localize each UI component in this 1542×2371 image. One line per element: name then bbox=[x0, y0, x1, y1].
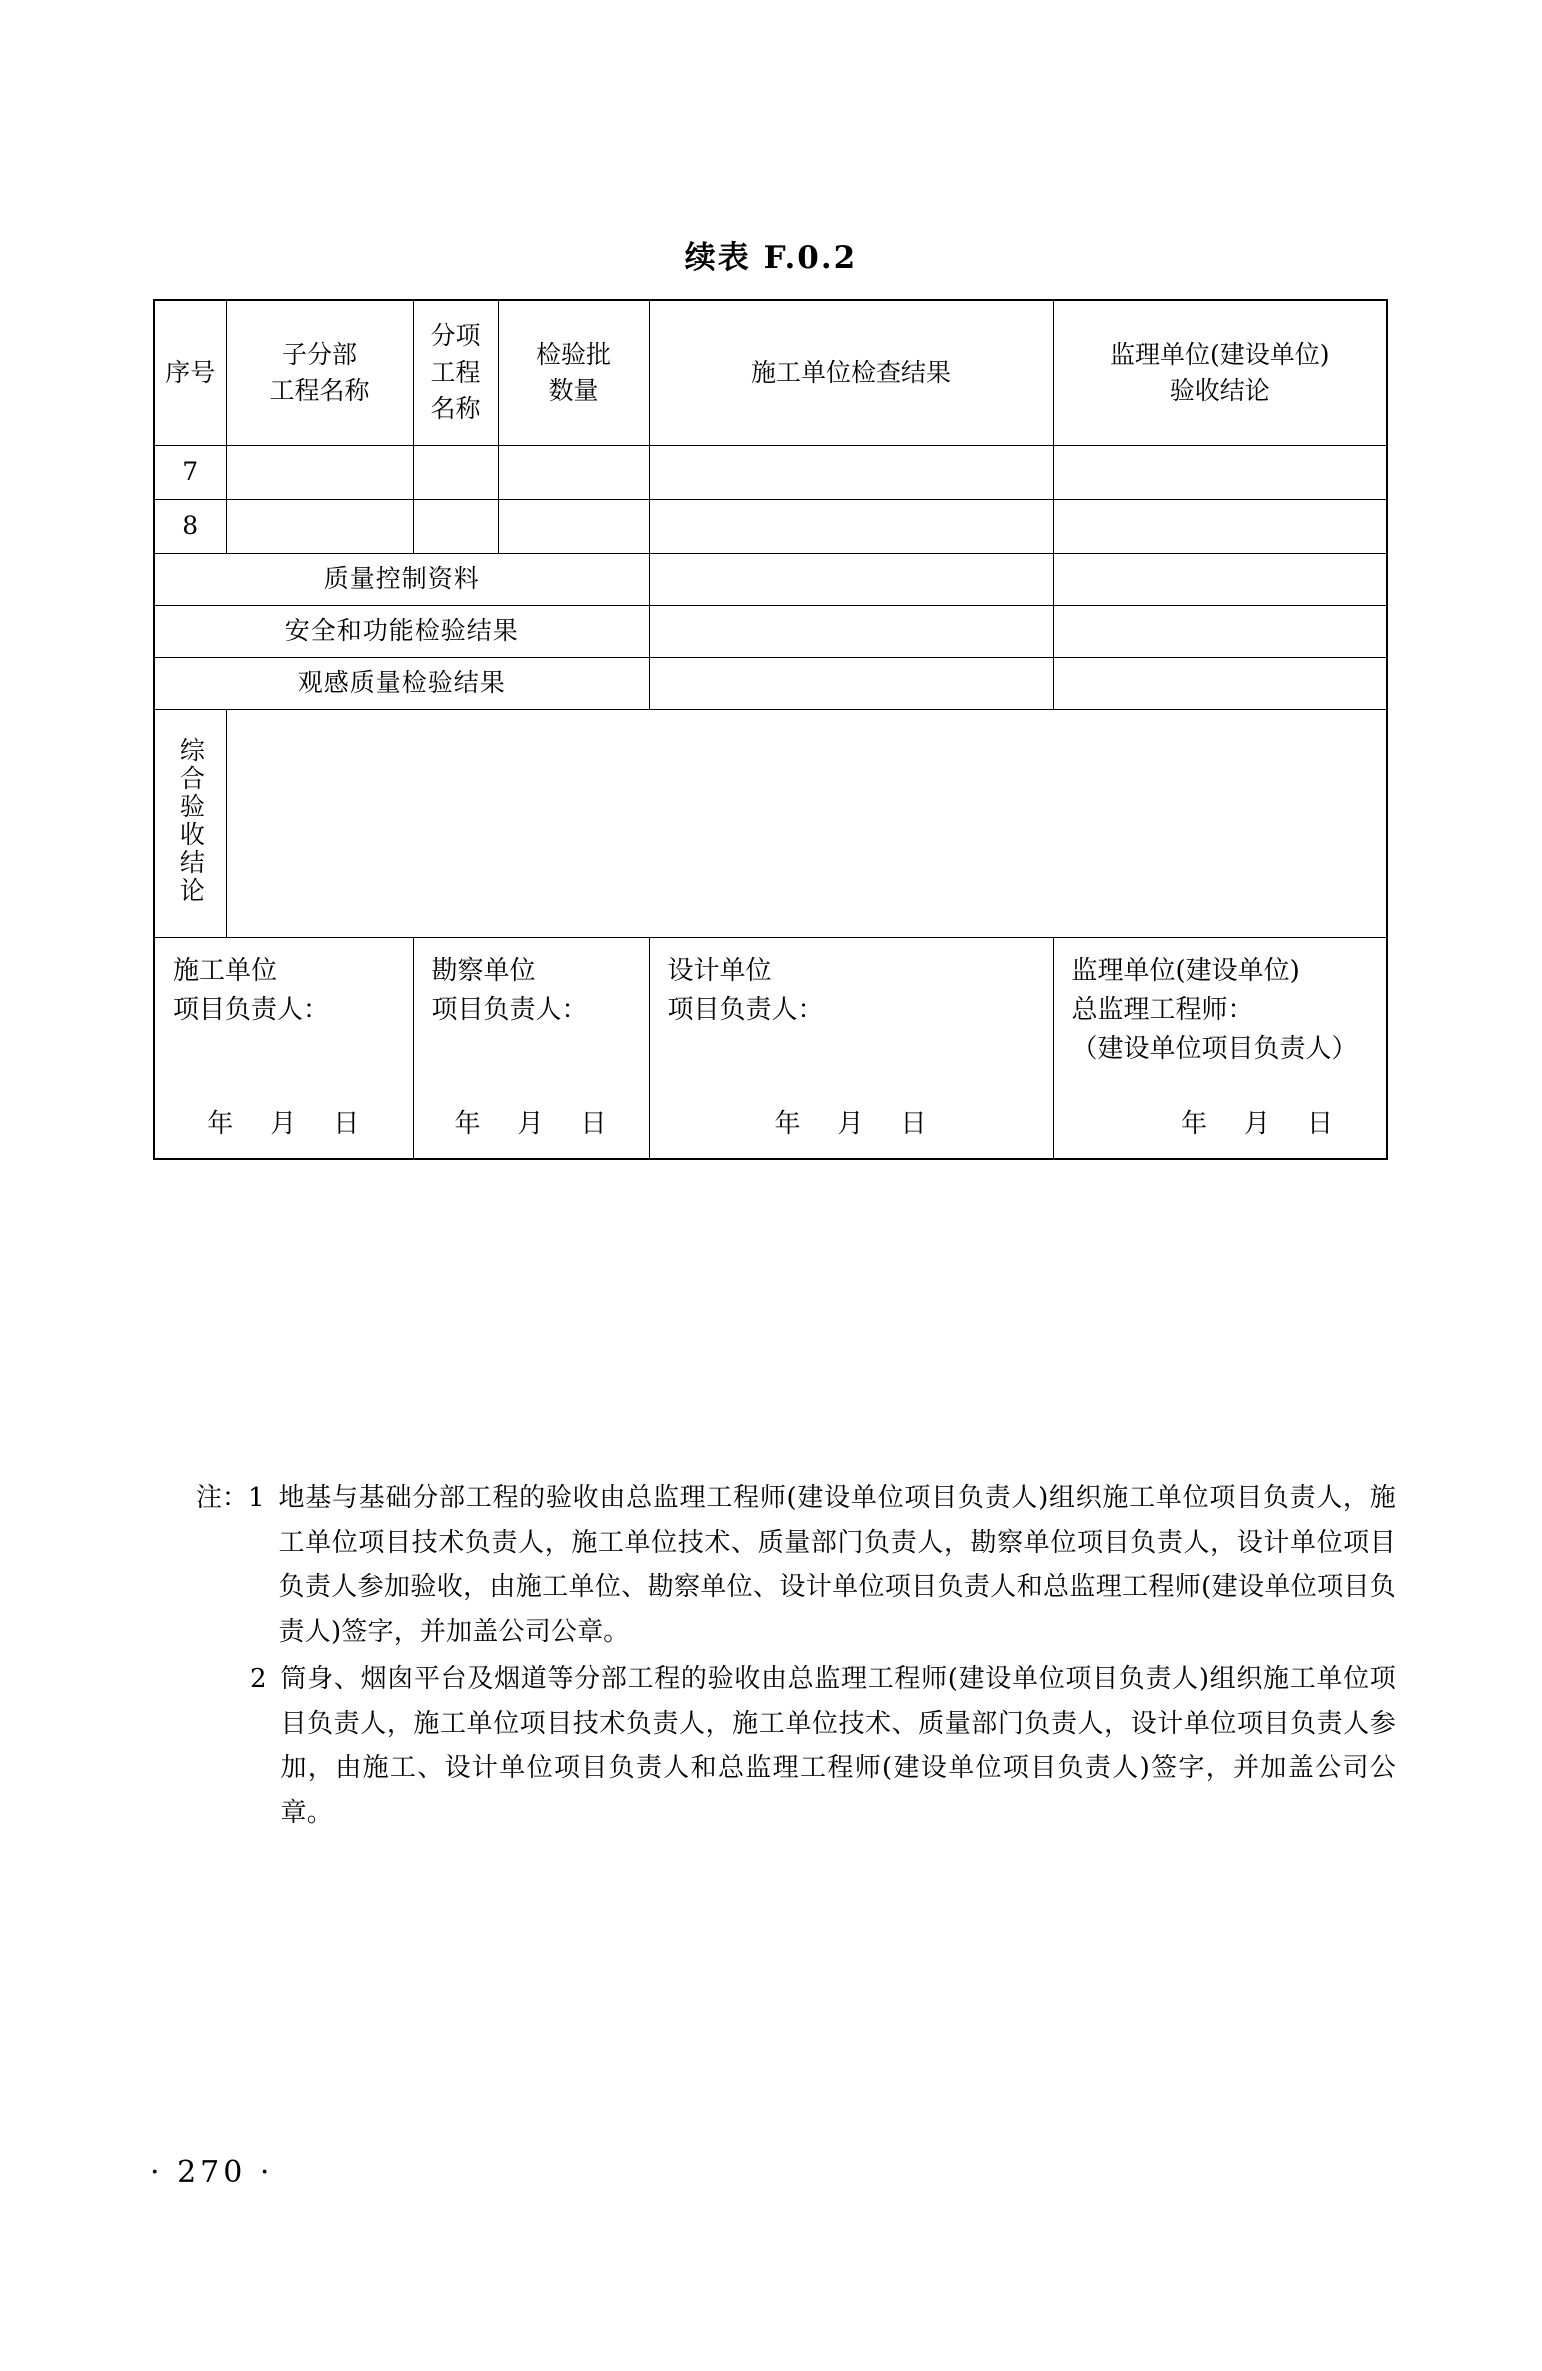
signature-unit: 设计单位 bbox=[667, 955, 772, 986]
note-text: 筒身、烟囱平台及烟道等分部工程的验收由总监理工程师(建设单位项目负责人)组织施工单位项目负责人，施工单位项目技术负责人，施工单位技术、质量部门负责人，设计单位项目负责人参加，由施工、设计单位项目负责人和总监理工程师(建设单位项目负责人)签字，并加盖公司公章。 bbox=[280, 1663, 1396, 1829]
header-item-line2: 工程 bbox=[430, 357, 481, 387]
header-batch-line1: 检验批 bbox=[535, 339, 611, 369]
row-item[interactable] bbox=[413, 499, 498, 553]
date-year: 年 bbox=[1180, 1109, 1208, 1140]
signature-block-survey bbox=[413, 937, 649, 1159]
header-batch-line2: 数量 bbox=[548, 375, 599, 405]
header-supervision-line2: 验收结论 bbox=[1169, 375, 1270, 405]
summary-row-quality-control bbox=[154, 553, 1387, 605]
signature-role[interactable]: 项目负责人： bbox=[173, 994, 330, 1025]
summary-supervision-result[interactable] bbox=[1053, 657, 1387, 709]
header-construction-result bbox=[649, 300, 1053, 445]
header-sub-division bbox=[226, 300, 413, 445]
summary-supervision-result[interactable] bbox=[1053, 605, 1387, 657]
header-seq bbox=[154, 300, 226, 445]
date-month: 月 bbox=[837, 1109, 865, 1140]
summary-construction-result[interactable] bbox=[649, 657, 1053, 709]
conclusion-value[interactable] bbox=[226, 709, 1387, 937]
comprehensive-conclusion-row bbox=[154, 709, 1387, 937]
conclusion-label: 综合验收结论 bbox=[176, 736, 206, 905]
signature-role[interactable]: 项目负责人： bbox=[431, 994, 588, 1025]
summary-supervision-result[interactable] bbox=[1053, 553, 1387, 605]
header-seq-label: 序号 bbox=[165, 357, 216, 387]
row-sub-division[interactable] bbox=[226, 445, 413, 499]
signature-unit: 施工单位 bbox=[173, 955, 278, 986]
note-marker: 注：1 bbox=[196, 1483, 265, 1513]
header-item bbox=[413, 300, 498, 445]
notes-section bbox=[196, 1476, 1396, 1838]
row-batch[interactable] bbox=[498, 499, 649, 553]
header-supervision-conclusion bbox=[1053, 300, 1387, 445]
table-row bbox=[154, 499, 1387, 553]
row-sub-division[interactable] bbox=[226, 499, 413, 553]
note-marker: 2 bbox=[250, 1663, 267, 1694]
page-number: · 270 · bbox=[150, 2155, 274, 2190]
signature-row bbox=[154, 937, 1387, 1159]
summary-label: 质量控制资料 bbox=[154, 553, 649, 605]
table-row bbox=[154, 445, 1387, 499]
header-item-line3: 名称 bbox=[430, 393, 481, 423]
row-seq: 8 bbox=[154, 499, 226, 553]
row-construction-result[interactable] bbox=[649, 445, 1053, 499]
signature-date[interactable] bbox=[155, 1106, 413, 1144]
summary-row-appearance-quality bbox=[154, 657, 1387, 709]
header-sub-division-line1: 子分部 bbox=[281, 339, 357, 369]
date-month: 月 bbox=[517, 1109, 545, 1140]
acceptance-form-table bbox=[153, 299, 1388, 1160]
signature-role[interactable]: 项目负责人： bbox=[667, 994, 824, 1025]
date-year: 年 bbox=[454, 1109, 482, 1140]
date-day: 日 bbox=[900, 1109, 928, 1140]
row-supervision-result[interactable] bbox=[1053, 445, 1387, 499]
signature-date[interactable] bbox=[650, 1106, 1053, 1144]
row-construction-result[interactable] bbox=[649, 499, 1053, 553]
signature-date[interactable] bbox=[414, 1106, 649, 1144]
date-month: 月 bbox=[1243, 1109, 1271, 1140]
row-supervision-result[interactable] bbox=[1053, 499, 1387, 553]
page-title: 续表 F.0.2 bbox=[684, 240, 858, 276]
date-year: 年 bbox=[207, 1109, 235, 1140]
header-supervision-line1: 监理单位(建设单位) bbox=[1109, 339, 1330, 369]
row-seq: 7 bbox=[154, 445, 226, 499]
table-header-row bbox=[154, 300, 1387, 445]
signature-extra: （建设单位项目负责人） bbox=[1071, 1033, 1358, 1064]
signature-unit: 勘察单位 bbox=[431, 955, 536, 986]
header-item-line1: 分项 bbox=[430, 321, 481, 351]
row-batch[interactable] bbox=[498, 445, 649, 499]
date-day: 日 bbox=[333, 1109, 361, 1140]
note-item bbox=[196, 1476, 1396, 1655]
signature-block-design bbox=[649, 937, 1053, 1159]
note-text: 地基与基础分部工程的验收由总监理工程师(建设单位项目负责人)组织施工单位项目负责人，施工单位项目技术负责人，施工单位技术、质量部门负责人，勘察单位项目负责人，设计单位项目负责人参加验收，由施工单位、勘察单位、设计单位项目负责人和总监理工程师(建设单位项目负责人)签字，并加盖公司公章。 bbox=[278, 1483, 1396, 1648]
date-year: 年 bbox=[774, 1109, 802, 1140]
summary-construction-result[interactable] bbox=[649, 553, 1053, 605]
note-item bbox=[196, 1657, 1396, 1836]
header-sub-division-line2: 工程名称 bbox=[269, 375, 370, 405]
summary-label: 安全和功能检验结果 bbox=[154, 605, 649, 657]
conclusion-label-cell bbox=[154, 709, 226, 937]
signature-unit: 监理单位(建设单位) bbox=[1071, 955, 1300, 986]
header-batch-quantity bbox=[498, 300, 649, 445]
signature-date[interactable] bbox=[1054, 1106, 1387, 1144]
summary-label: 观感质量检验结果 bbox=[154, 657, 649, 709]
signature-block-construction bbox=[154, 937, 413, 1159]
summary-row-safety-function bbox=[154, 605, 1387, 657]
signature-block-supervision bbox=[1053, 937, 1387, 1159]
summary-construction-result[interactable] bbox=[649, 605, 1053, 657]
date-month: 月 bbox=[270, 1109, 298, 1140]
date-day: 日 bbox=[580, 1109, 608, 1140]
header-construction-result-label: 施工单位检查结果 bbox=[750, 357, 951, 387]
date-day: 日 bbox=[1306, 1109, 1334, 1140]
row-item[interactable] bbox=[413, 445, 498, 499]
signature-role[interactable]: 总监理工程师： bbox=[1071, 994, 1254, 1025]
